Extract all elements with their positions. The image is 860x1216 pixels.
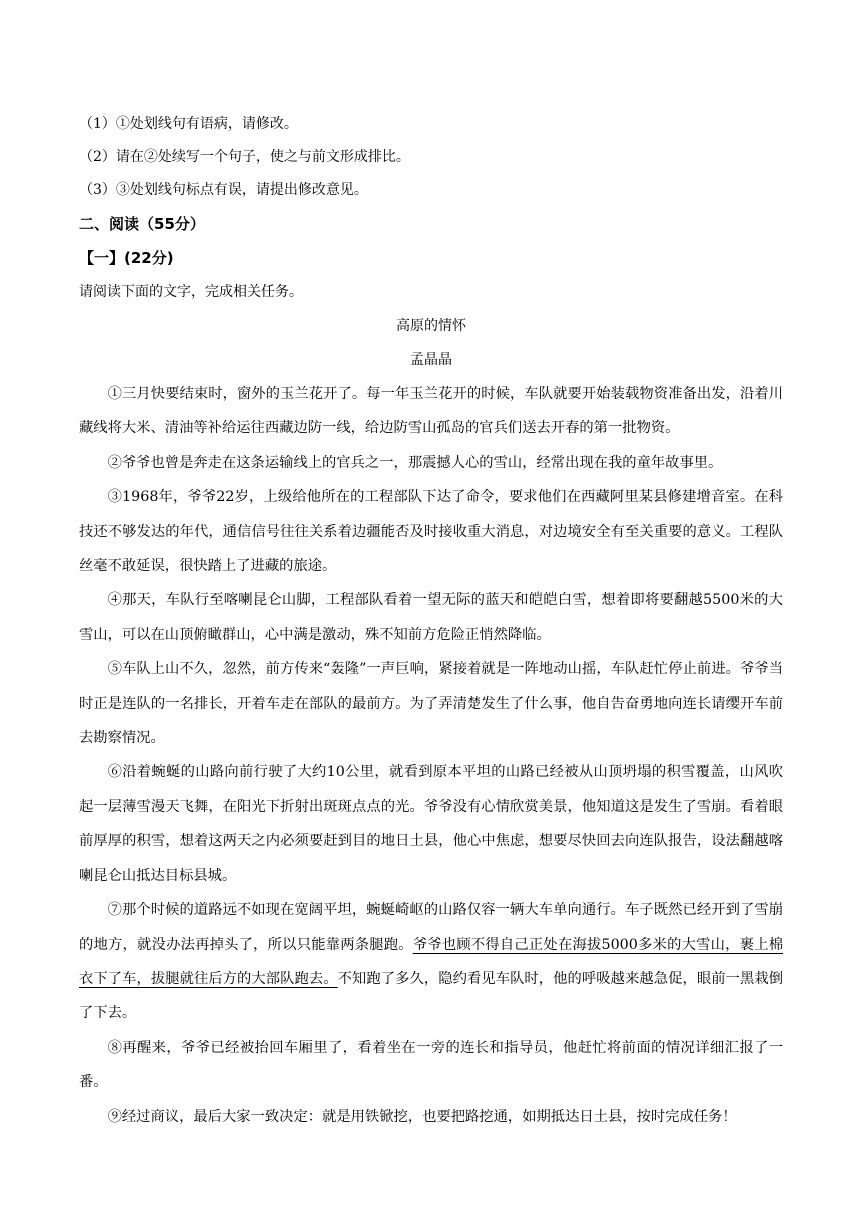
paragraph-5: ⑤车队上山不久，忽然，前方传来“轰隆”一声巨响，紧接着就是一阵地动山摇，车队赶忙停止前进。爷爷当时正是连队的一名排长，开着车走在部队的最前方。为了弄清楚发生了什么事，他自告奋勇地向连长请缨开车前去勘察情况。 bbox=[79, 661, 783, 747]
paragraph-2: ②爷爷也曾是奔走在这条运输线上的官兵之一，那震撼人心的雪山，经常出现在我的童年故事里。 bbox=[107, 454, 723, 471]
paragraph-7-before: ⑦那个时候的道路远不如现在宽阔平坦，蜿蜒崎岖的山路仅容一辆大车单向通行。车子既然已经开到了雪崩的地方，就没办法再掉头了，所以只能靠两条腿跑。 bbox=[79, 902, 783, 953]
paragraph-4: ④那天，车队行至喀喇昆仑山脚，工程部队看着一望无际的蓝天和皑皑白雪，想着即将要翻越5500米的大雪山，可以在山顶俯瞰群山，心中满是激动，殊不知前方危险正悄然降临。 bbox=[79, 592, 783, 643]
paragraph-1: ①三月快要结束时，窗外的玉兰花开了。每一年玉兰花开的时候，车队就要开始装载物资准备出发，沿着川藏线将大米、清油等补给运往西藏边防一线，给边防雪山孤岛的官兵们送去开春的第一批物资。 bbox=[79, 386, 783, 437]
underlined-sentence: 爷爷也顾不得自己正处在海拔5000多米的大雪山，裹上棉衣下了车，拔腿就往后方的大部队跑去。 bbox=[79, 936, 783, 987]
section-heading: 二、阅读（55分） bbox=[79, 215, 205, 233]
paragraph-6: ⑥沿着蜿蜒的山路向前行驶了大约10公里，就看到原本平坦的山路已经被从山顶坍塌的积雪覆盖，山风吹起一层薄雪漫天飞舞，在阳光下折射出斑斑点点的光。爷爷没有心情欣赏美景，他知道这是发生了雪崩。看着眼前厚厚的积雪，想着这两天之内必须要赶到目的地日土县，他心中焦虑，想要尽快回去向连队报告，设法翻越喀喇昆仑山抵达目标县城。 bbox=[79, 764, 783, 884]
paragraph-7 bbox=[79, 893, 783, 1031]
instruction-text: 请阅读下面的文字，完成相关任务。 bbox=[79, 284, 303, 300]
question-3: （3）③处划线句标点有误，请提出修改意见。 bbox=[79, 182, 368, 198]
article-author: 孟晶晶 bbox=[410, 352, 452, 368]
paragraph-3: ③1968年，爷爷22岁，上级给他所在的工程部队下达了命令，要求他们在西藏阿里某县修建增音室。在科技还不够发达的年代，通信信号往往关系着边疆能否及时接收重大消息，对边境安全有至关重要的意义。工程队丝毫不敢延误，很快踏上了进藏的旅途。 bbox=[79, 489, 783, 575]
paragraph-7-after: 不知跑了多久，隐约看见车队时，他的呼吸越来越急促，眼前一黑栽倒了下去。 bbox=[79, 970, 783, 1022]
paragraph-9: ⑨经过商议，最后大家一致决定：就是用铁锨挖，也要把路挖通，如期抵达日土县，按时完成任务！ bbox=[107, 1108, 737, 1125]
subsection-heading: 【一】(22分) bbox=[79, 249, 174, 267]
article-title: 高原的情怀 bbox=[396, 318, 466, 334]
question-1: （1）①处划线句有语病，请修改。 bbox=[79, 116, 298, 132]
question-2: （2）请在②处续写一个句子，使之与前文形成排比。 bbox=[79, 149, 410, 165]
document-page bbox=[79, 108, 783, 1134]
paragraph-8: ⑧再醒来，爷爷已经被抬回车厢里了，看着坐在一旁的连长和指导员，他赶忙将前面的情况详细汇报了一番。 bbox=[79, 1039, 783, 1091]
